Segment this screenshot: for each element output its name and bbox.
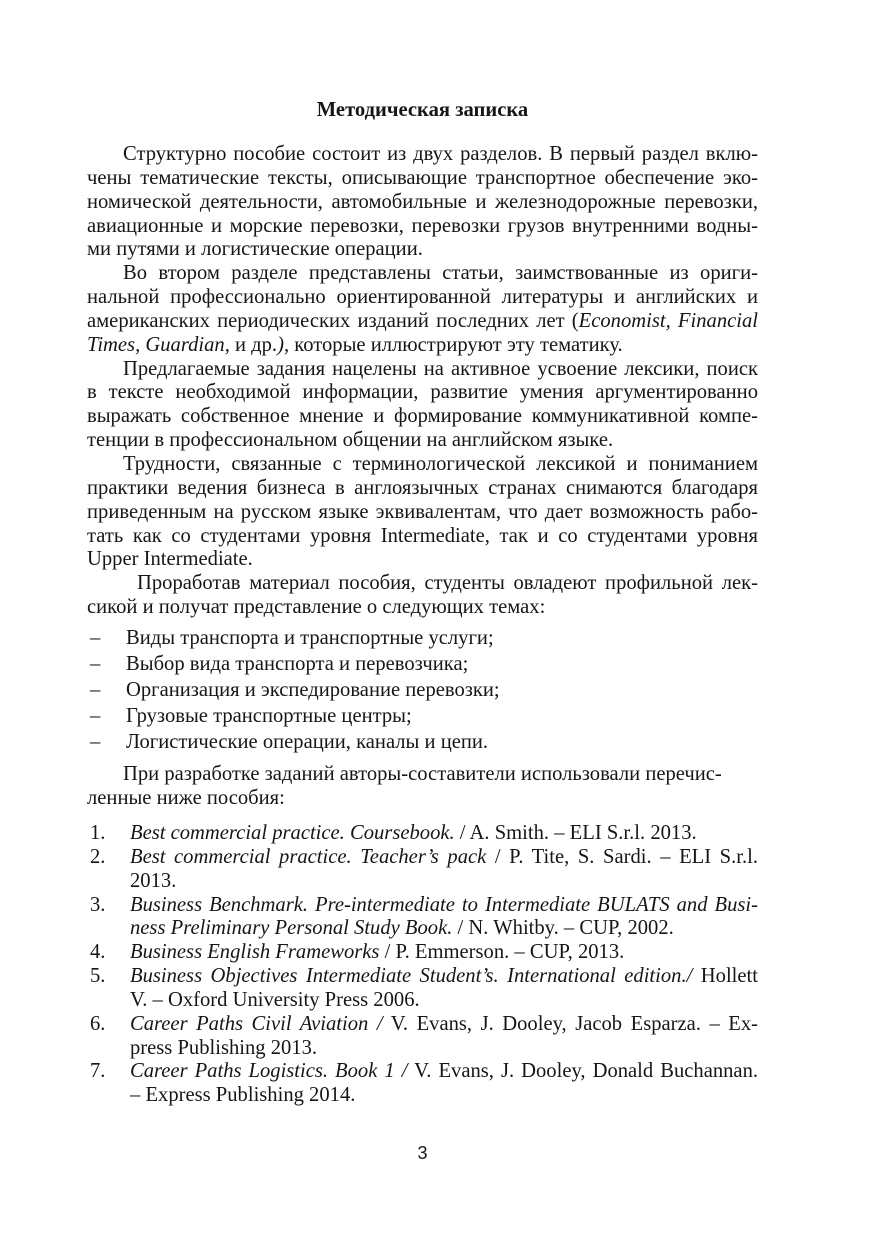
paragraph-line: в тексте необходимой информации, развитие умения аргументированно — [87, 381, 758, 404]
reference-line — [130, 989, 758, 1013]
reference-item — [87, 894, 758, 942]
reference-number: 7. — [90, 1060, 106, 1083]
reference-number: 3. — [90, 893, 106, 916]
paragraph-line — [87, 310, 758, 334]
text-segment: V. Evans, J. Dooley, Jacob Esparza. – Ex- — [382, 1012, 758, 1035]
reference-line — [130, 1013, 758, 1037]
paragraph-1 — [87, 143, 758, 262]
italic-text-segment: Economist, Financial — [578, 309, 758, 332]
text-segment: американских периодических изданий последних лет ( — [87, 309, 579, 332]
text-segment: / P. Tite, S. Sardi. – ELI S.r.l. — [486, 845, 758, 868]
paragraph-line: Трудности, связанные с терминологической лексикой и пониманием — [123, 452, 758, 475]
introduction-text — [87, 143, 758, 620]
reference-item — [87, 822, 758, 846]
dash-marker: – — [90, 679, 101, 701]
paragraph-line: тенции в профессиональном общении на английском языке. — [87, 429, 614, 452]
list-item — [87, 729, 758, 755]
reference-item — [87, 965, 758, 1013]
italic-text-segment: Times, Guardian, — [87, 333, 230, 356]
paragraph-line: практики ведения бизнеса в англоязычных странах снимаются благодаря — [87, 476, 758, 499]
list-item-text: Организация и экспедирование перевозки; — [126, 679, 500, 701]
text-segment: которые иллюстрируют эту тематику. — [289, 333, 623, 356]
paragraph-line: Upper Intermediate. — [87, 548, 253, 571]
italic-text-segment: Business English Frameworks — [130, 941, 380, 964]
dash-marker: – — [90, 653, 101, 675]
reference-line — [130, 1084, 758, 1108]
italic-text-segment: Best commercial practice. Teacher’s pack — [130, 845, 487, 868]
reference-item — [87, 846, 758, 894]
dash-marker: – — [90, 627, 101, 649]
italic-text-segment: Career Paths Logistics. Book 1 / — [130, 1060, 408, 1083]
text-segment: V. – Oxford University Press 2006. — [130, 988, 420, 1011]
reference-line — [130, 965, 758, 989]
reference-line — [130, 822, 758, 846]
italic-text-segment: ness Preliminary Personal Study Book. — [130, 917, 453, 940]
reference-number: 2. — [90, 845, 106, 868]
paragraph-line: Предлагаемые задания нацелены на активное усвоение лексики, поиск — [123, 357, 758, 380]
reference-item — [87, 1060, 758, 1108]
list-item — [87, 703, 758, 729]
italic-text-segment: Business Benchmark. Pre-intermediate to Intermediate BULATS and Busi- — [130, 893, 758, 916]
text-segment: / P. Emmerson. – CUP, 2013. — [379, 941, 625, 964]
list-item — [87, 677, 758, 703]
reference-line — [130, 941, 758, 965]
paragraph-line: авиационные и морские перевозки, перевозки грузов внутренними водны- — [87, 214, 758, 237]
text-segment: / N. Whitby. – CUP, 2002. — [452, 917, 674, 940]
paragraph-line: Во втором разделе представлены статьи, заимствованные из ориги- — [123, 262, 758, 285]
text-segment: – Express Publishing 2014. — [130, 1084, 356, 1107]
paragraph-line: выражать собственное мнение и формирование коммуникативной компе- — [87, 405, 758, 428]
dash-marker: – — [90, 731, 101, 753]
text-segment: Hollett — [692, 965, 758, 988]
reference-item — [87, 1013, 758, 1061]
reference-number: 5. — [90, 965, 106, 988]
reference-line — [130, 870, 758, 894]
italic-text-segment: ), — [277, 333, 290, 356]
list-item — [87, 625, 758, 651]
list-item-text: Выбор вида транспорта и перевозчика; — [126, 653, 469, 675]
reference-line — [130, 894, 758, 918]
paragraph-5 — [87, 572, 758, 620]
text-segment: press Publishing 2013. — [130, 1036, 318, 1059]
italic-text-segment: Best commercial practice. Coursebook. — [130, 822, 455, 844]
reference-number: 1. — [90, 822, 106, 844]
paragraph-line: Проработав материал пособия, студенты овладеют профильной лек- — [137, 572, 758, 595]
reference-line — [130, 846, 758, 870]
paragraph-4 — [87, 453, 758, 572]
paragraph-line: приведенным на русском языке эквивалентам, что дает возможность рабо- — [87, 500, 758, 523]
text-segment: / A. Smith. – ELI S.r.l. 2013. — [454, 822, 697, 844]
reference-number: 6. — [90, 1012, 106, 1035]
italic-text-segment: Career Paths Civil Aviation / — [130, 1012, 383, 1035]
paragraph-line: ми путями и логистические операции. — [87, 238, 423, 261]
list-item — [87, 651, 758, 677]
topics-list — [87, 625, 758, 755]
paragraph-line — [87, 334, 758, 358]
paragraph-line: нальной профессионально ориентированной литературы и английских и — [87, 286, 758, 309]
page-title: Методическая записка — [316, 99, 529, 121]
reference-number: 4. — [90, 941, 106, 964]
paragraph-line: тать как со студентами уровня Intermediate, так и со студентами уровня — [87, 524, 758, 547]
paragraph-line: При разработке заданий авторы-составители использовали перечис- — [123, 763, 722, 785]
reference-line — [130, 1037, 758, 1061]
dash-marker: – — [90, 705, 101, 727]
paragraph-line: сикой и получат представление о следующих темах: — [87, 596, 546, 619]
list-item-text: Виды транспорта и транспортные услуги; — [126, 627, 494, 649]
text-segment: и др. — [229, 333, 278, 356]
list-item-text: Грузовые транспортные центры; — [126, 705, 412, 727]
paragraph-3 — [87, 358, 758, 453]
text-segment: V. Evans, J. Dooley, Donald Buchannan. — [407, 1060, 759, 1083]
paragraph-line: номической деятельности, автомобильные и железнодорожные перевозки, — [87, 190, 758, 213]
reference-item — [87, 941, 758, 965]
reference-line — [130, 917, 758, 941]
text-segment: 2013. — [130, 869, 177, 892]
italic-text-segment: Business Objectives Intermediate Student’s. International edition./ — [130, 965, 693, 988]
paragraph-line: Структурно пособие состоит из двух разделов. В первый раздел вклю- — [123, 143, 758, 165]
paragraph-6 — [87, 763, 758, 811]
paragraph-line: ленные ниже пособия: — [87, 786, 285, 809]
references-list — [87, 822, 758, 1108]
page-number: 3 — [417, 1143, 428, 1163]
list-item-text: Логистические операции, каналы и цепи. — [126, 731, 489, 753]
paragraph-2 — [87, 262, 758, 357]
reference-line — [130, 1060, 758, 1084]
paragraph-line: чены тематические тексты, описывающие транспортное обеспечение эко- — [87, 166, 758, 189]
